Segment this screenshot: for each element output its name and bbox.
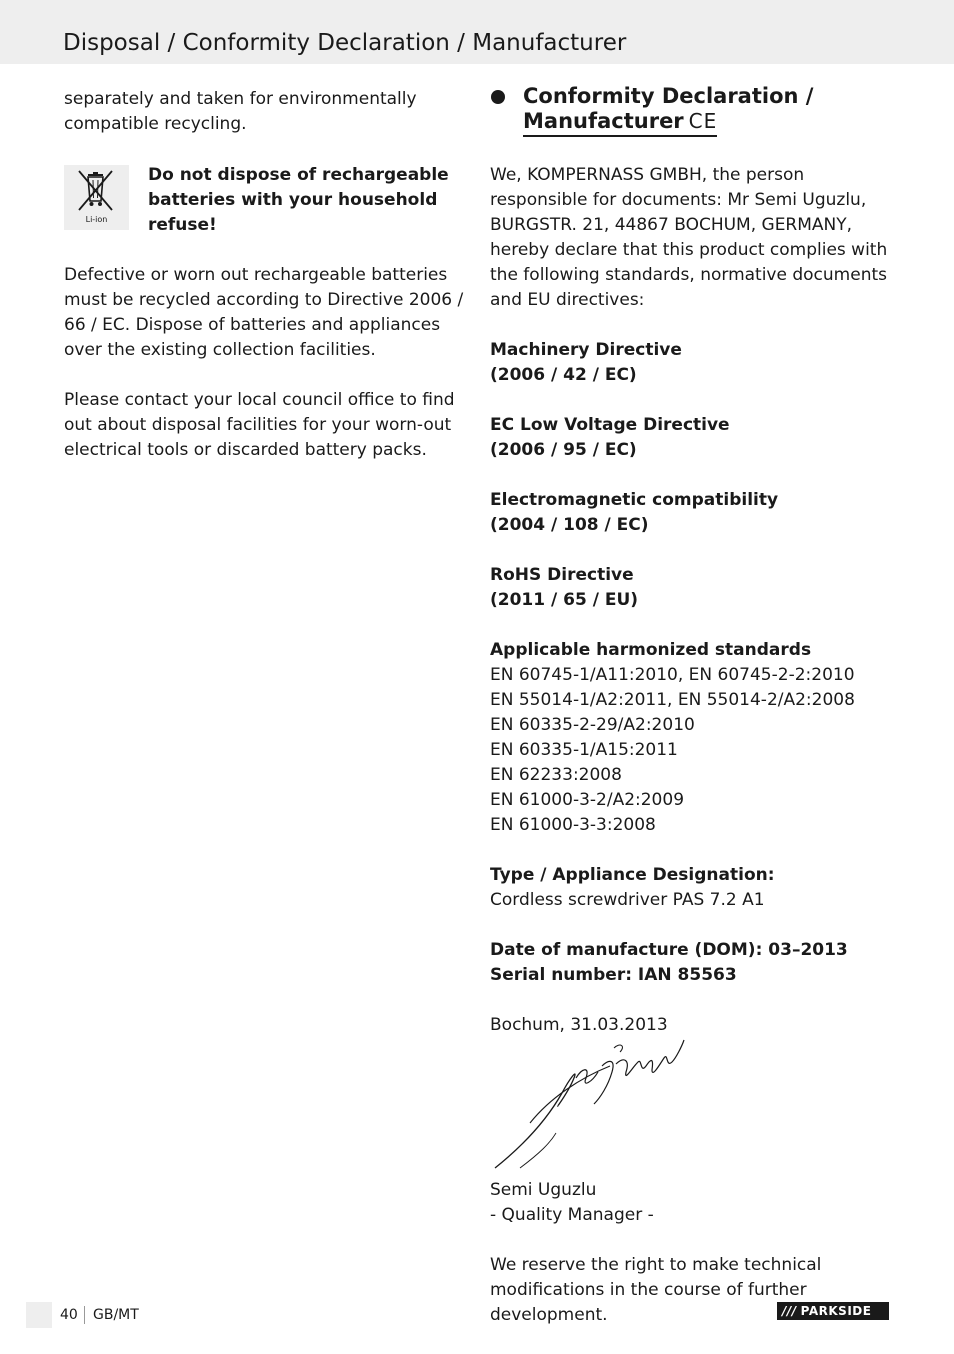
type-value: Cordless screwdriver PAS 7.2 A1 <box>490 890 765 910</box>
page-title: Disposal / Conformity Declaration / Manufacturer <box>63 30 627 56</box>
left-column <box>64 87 469 463</box>
battery-warning: Do not dispose of rechargeable batteries with your household refuse! <box>148 165 449 235</box>
heading-line-2: Manufacturer <box>523 109 684 133</box>
language-code: GB/MT <box>93 1307 139 1323</box>
directive-name: EC Low Voltage Directive <box>490 415 730 435</box>
declaration-text: We, KOMPERNASS GMBH, the person responsible for documents: Mr Semi Uguzlu, BURGSTR. 21, 44867 BOCHUM, GERMANY, hereby declare that this product complies with the following standards, normative documents and EU directives: <box>490 165 888 310</box>
standard-item: EN 60335-1/A15:2011 <box>490 740 678 760</box>
logo-mark-icon: /// <box>782 1304 797 1318</box>
page-header <box>0 0 954 64</box>
battery-icon-label: Li-ion <box>85 215 108 224</box>
logo-text: PARKSIDE <box>800 1304 872 1318</box>
section-heading <box>490 84 900 137</box>
battery-warning-row <box>64 163 469 238</box>
paragraph-contact: Please contact your local council office to find out about disposal facilities for your worn-out electrical tools or discarded battery packs. <box>64 390 455 460</box>
standard-item: EN 60745-1/A11:2010, EN 60745-2-2:2010 <box>490 665 855 685</box>
type-heading: Type / Appliance Designation: <box>490 865 775 885</box>
standard-item: EN 62233:2008 <box>490 765 622 785</box>
signature-icon <box>490 1038 710 1178</box>
bullet-icon <box>491 90 505 104</box>
directive-code: (2006 / 95 / EC) <box>490 440 637 460</box>
page-number: 40 <box>60 1307 78 1323</box>
serial-number: Serial number: IAN 85563 <box>490 965 737 985</box>
directive-code: (2011 / 65 / EU) <box>490 590 639 610</box>
signatory-name: Semi Uguzlu <box>490 1180 597 1200</box>
parkside-logo <box>777 1302 889 1320</box>
heading-line-2-wrap <box>523 109 717 137</box>
crossed-bin-icon <box>64 165 129 230</box>
right-column <box>490 84 900 1328</box>
directive-name: Machinery Directive <box>490 340 682 360</box>
directive-code: (2006 / 42 / EC) <box>490 365 637 385</box>
ce-mark-icon: CE <box>688 109 718 133</box>
intro-text: separately and taken for environmentally compatible recycling. <box>64 89 417 134</box>
standard-item: EN 55014-1/A2:2011, EN 55014-2/A2:2008 <box>490 690 855 710</box>
directive-code: (2004 / 108 / EC) <box>490 515 649 535</box>
directive-name: Electromagnetic compatibility <box>490 490 779 510</box>
standard-item: EN 61000-3-3:2008 <box>490 815 656 835</box>
signatory-role: - Quality Manager - <box>490 1205 654 1225</box>
paragraph-recycle: Defective or worn out rechargeable batteries must be recycled according to Directive 2006 / 66 / EC. Dispose of batteries and appliances over the existing collection facilities. <box>64 265 464 360</box>
footer-divider <box>84 1306 85 1324</box>
heading-line-1: Conformity Declaration / <box>523 84 814 108</box>
directive-name: RoHS Directive <box>490 565 634 585</box>
place-date: Bochum, 31.03.2013 <box>490 1015 668 1035</box>
standard-item: EN 60335-2-29/A2:2010 <box>490 715 695 735</box>
standard-item: EN 61000-3-2/A2:2009 <box>490 790 685 810</box>
footer-box <box>26 1302 52 1328</box>
date-of-manufacture: Date of manufacture (DOM): 03–2013 <box>490 940 848 960</box>
standards-heading: Applicable harmonized standards <box>490 640 812 660</box>
closing-text: We reserve the right to make technical modifications in the course of further development. <box>490 1255 822 1325</box>
